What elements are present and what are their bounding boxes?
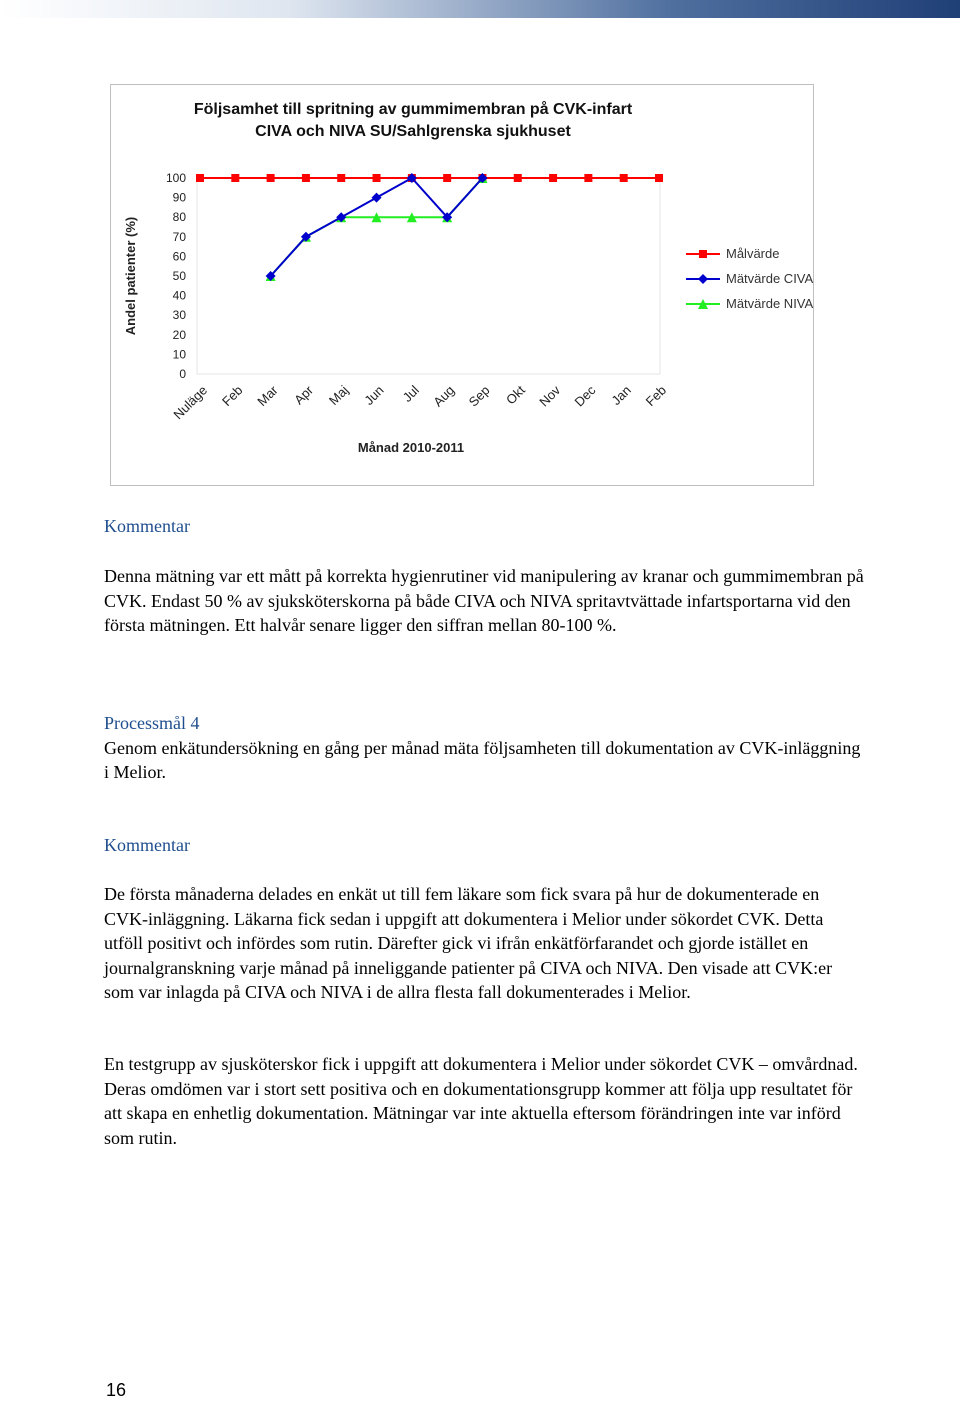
section-heading: Kommentar: [104, 835, 190, 855]
legend-item-niva: [686, 291, 816, 316]
x-tick-label: Nuläge: [170, 382, 211, 423]
x-tick-label: Nov: [536, 382, 564, 410]
legend-marker-triangle-icon: [686, 298, 720, 310]
y-tick-label: 40: [172, 288, 186, 303]
chart-legend: [686, 241, 816, 316]
data-point-target: [443, 174, 451, 182]
y-tick-label: 20: [172, 327, 186, 342]
legend-label: Mätvärde NIVA: [726, 296, 814, 311]
paragraph: Genom enkätundersökning en gång per månad mäta följsamheten till dokumentation av CVK-inläggning i Melior.: [104, 737, 861, 782]
x-tick-label: Dec: [571, 382, 599, 410]
x-tick-label: Feb: [218, 382, 246, 409]
y-tick-label: 0: [179, 367, 186, 381]
y-axis-label: Andel patienter (%): [123, 216, 138, 336]
page-number: 16: [106, 1380, 127, 1400]
section-heading: Processmål 4: [104, 713, 200, 733]
x-tick-label: Maj: [325, 382, 352, 408]
y-tick-label: 50: [172, 269, 186, 283]
section-heading: Kommentar: [104, 516, 190, 536]
y-tick-label: 30: [172, 308, 186, 323]
chart-title-line: Följsamhet till spritning av gummimembran på CVK-infart: [193, 101, 633, 118]
data-point-target: [549, 174, 557, 182]
x-tick-label: Jun: [361, 382, 387, 408]
data-point-target: [584, 174, 592, 182]
legend-label: Målvärde: [726, 246, 780, 261]
y-tick-label: 90: [172, 190, 186, 205]
legend-marker-diamond-icon: [686, 273, 720, 285]
paragraph: De första månaderna delades en enkät ut till fem läkare som fick svara på hur de dokumenterade en CVK-inläggning. Läkarna fick sedan i uppgift att dokumentera i Melior under sökordet CVK. Detta utföll positivt och infördes som rutin. Därefter gick vi ifrån enkätförfarandet och gjorde istället en journalgranskning varje månad på inneliggande patienter på CIVA och NIVA. Den visade att CVK:er som var inlagda på CIVA och NIVA i de allra flesta fall dokumenterades i Melior.: [104, 884, 833, 1002]
comment-body-1: [104, 564, 864, 638]
data-point-target: [267, 174, 275, 182]
x-axis-label: Månad 2010-2011: [357, 440, 465, 455]
x-tick-label: Jul: [399, 382, 422, 405]
y-tick-label: 60: [172, 249, 186, 264]
chart-title-line: CIVA och NIVA SU/Sahlgrenska sjukhuset: [255, 123, 571, 140]
data-point-target: [514, 174, 522, 182]
x-tick-label: Apr: [291, 382, 317, 408]
legend-marker-square-icon: [686, 248, 720, 260]
paragraph: Denna mätning var ett mått på korrekta hygienrutiner vid manipulering av kranar och gummimembran på CVK. Endast 50 % av sjuksköterskorna på både CIVA och NIVA spritavtvättade infartsportarna vid den första mätningen. Ett halvår senare ligger den siffran mellan 80-100 %.: [104, 566, 864, 635]
x-tick-label: Okt: [502, 382, 528, 408]
x-tick-label: Feb: [642, 382, 670, 409]
header-band: [0, 0, 960, 18]
test-group-section: [104, 1052, 864, 1150]
legend-label: Mätvärde CIVA: [726, 271, 814, 286]
x-tick-label: Sep: [465, 382, 493, 410]
y-tick-label: 10: [172, 347, 186, 362]
y-tick-label: 70: [172, 229, 186, 244]
comment-section-1: [104, 514, 864, 539]
process-goal-section: [104, 711, 864, 785]
paragraph: En testgrupp av sjusköterskor fick i uppgift att dokumentera i Melior under sökordet CVK – omvårdnad. Deras omdömen var i stort sett positiva och en dokumentationsgrupp kommer att följa upp resultatet för att skapa en enhetlig dokumentation. Mätningar var inte aktuella eftersom förändringen inte var införd som rutin.: [104, 1054, 858, 1148]
data-point-target: [196, 174, 204, 182]
legend-item-target: [686, 241, 816, 266]
x-tick-label: Aug: [430, 382, 458, 410]
data-point-target: [231, 174, 239, 182]
y-tick-label: 100: [165, 171, 186, 185]
y-tick-label: 80: [172, 210, 186, 225]
data-point-target: [655, 174, 663, 182]
comment-body-2: [104, 882, 864, 1005]
data-point-target: [373, 174, 381, 182]
data-point-target: [302, 174, 310, 182]
data-point-target: [337, 174, 345, 182]
comment-section-2: [104, 833, 864, 858]
x-tick-label: Jan: [608, 382, 634, 408]
data-point-target: [620, 174, 628, 182]
legend-item-civa: [686, 266, 816, 291]
x-tick-label: Mar: [254, 382, 281, 409]
chart-frame: [110, 84, 814, 486]
